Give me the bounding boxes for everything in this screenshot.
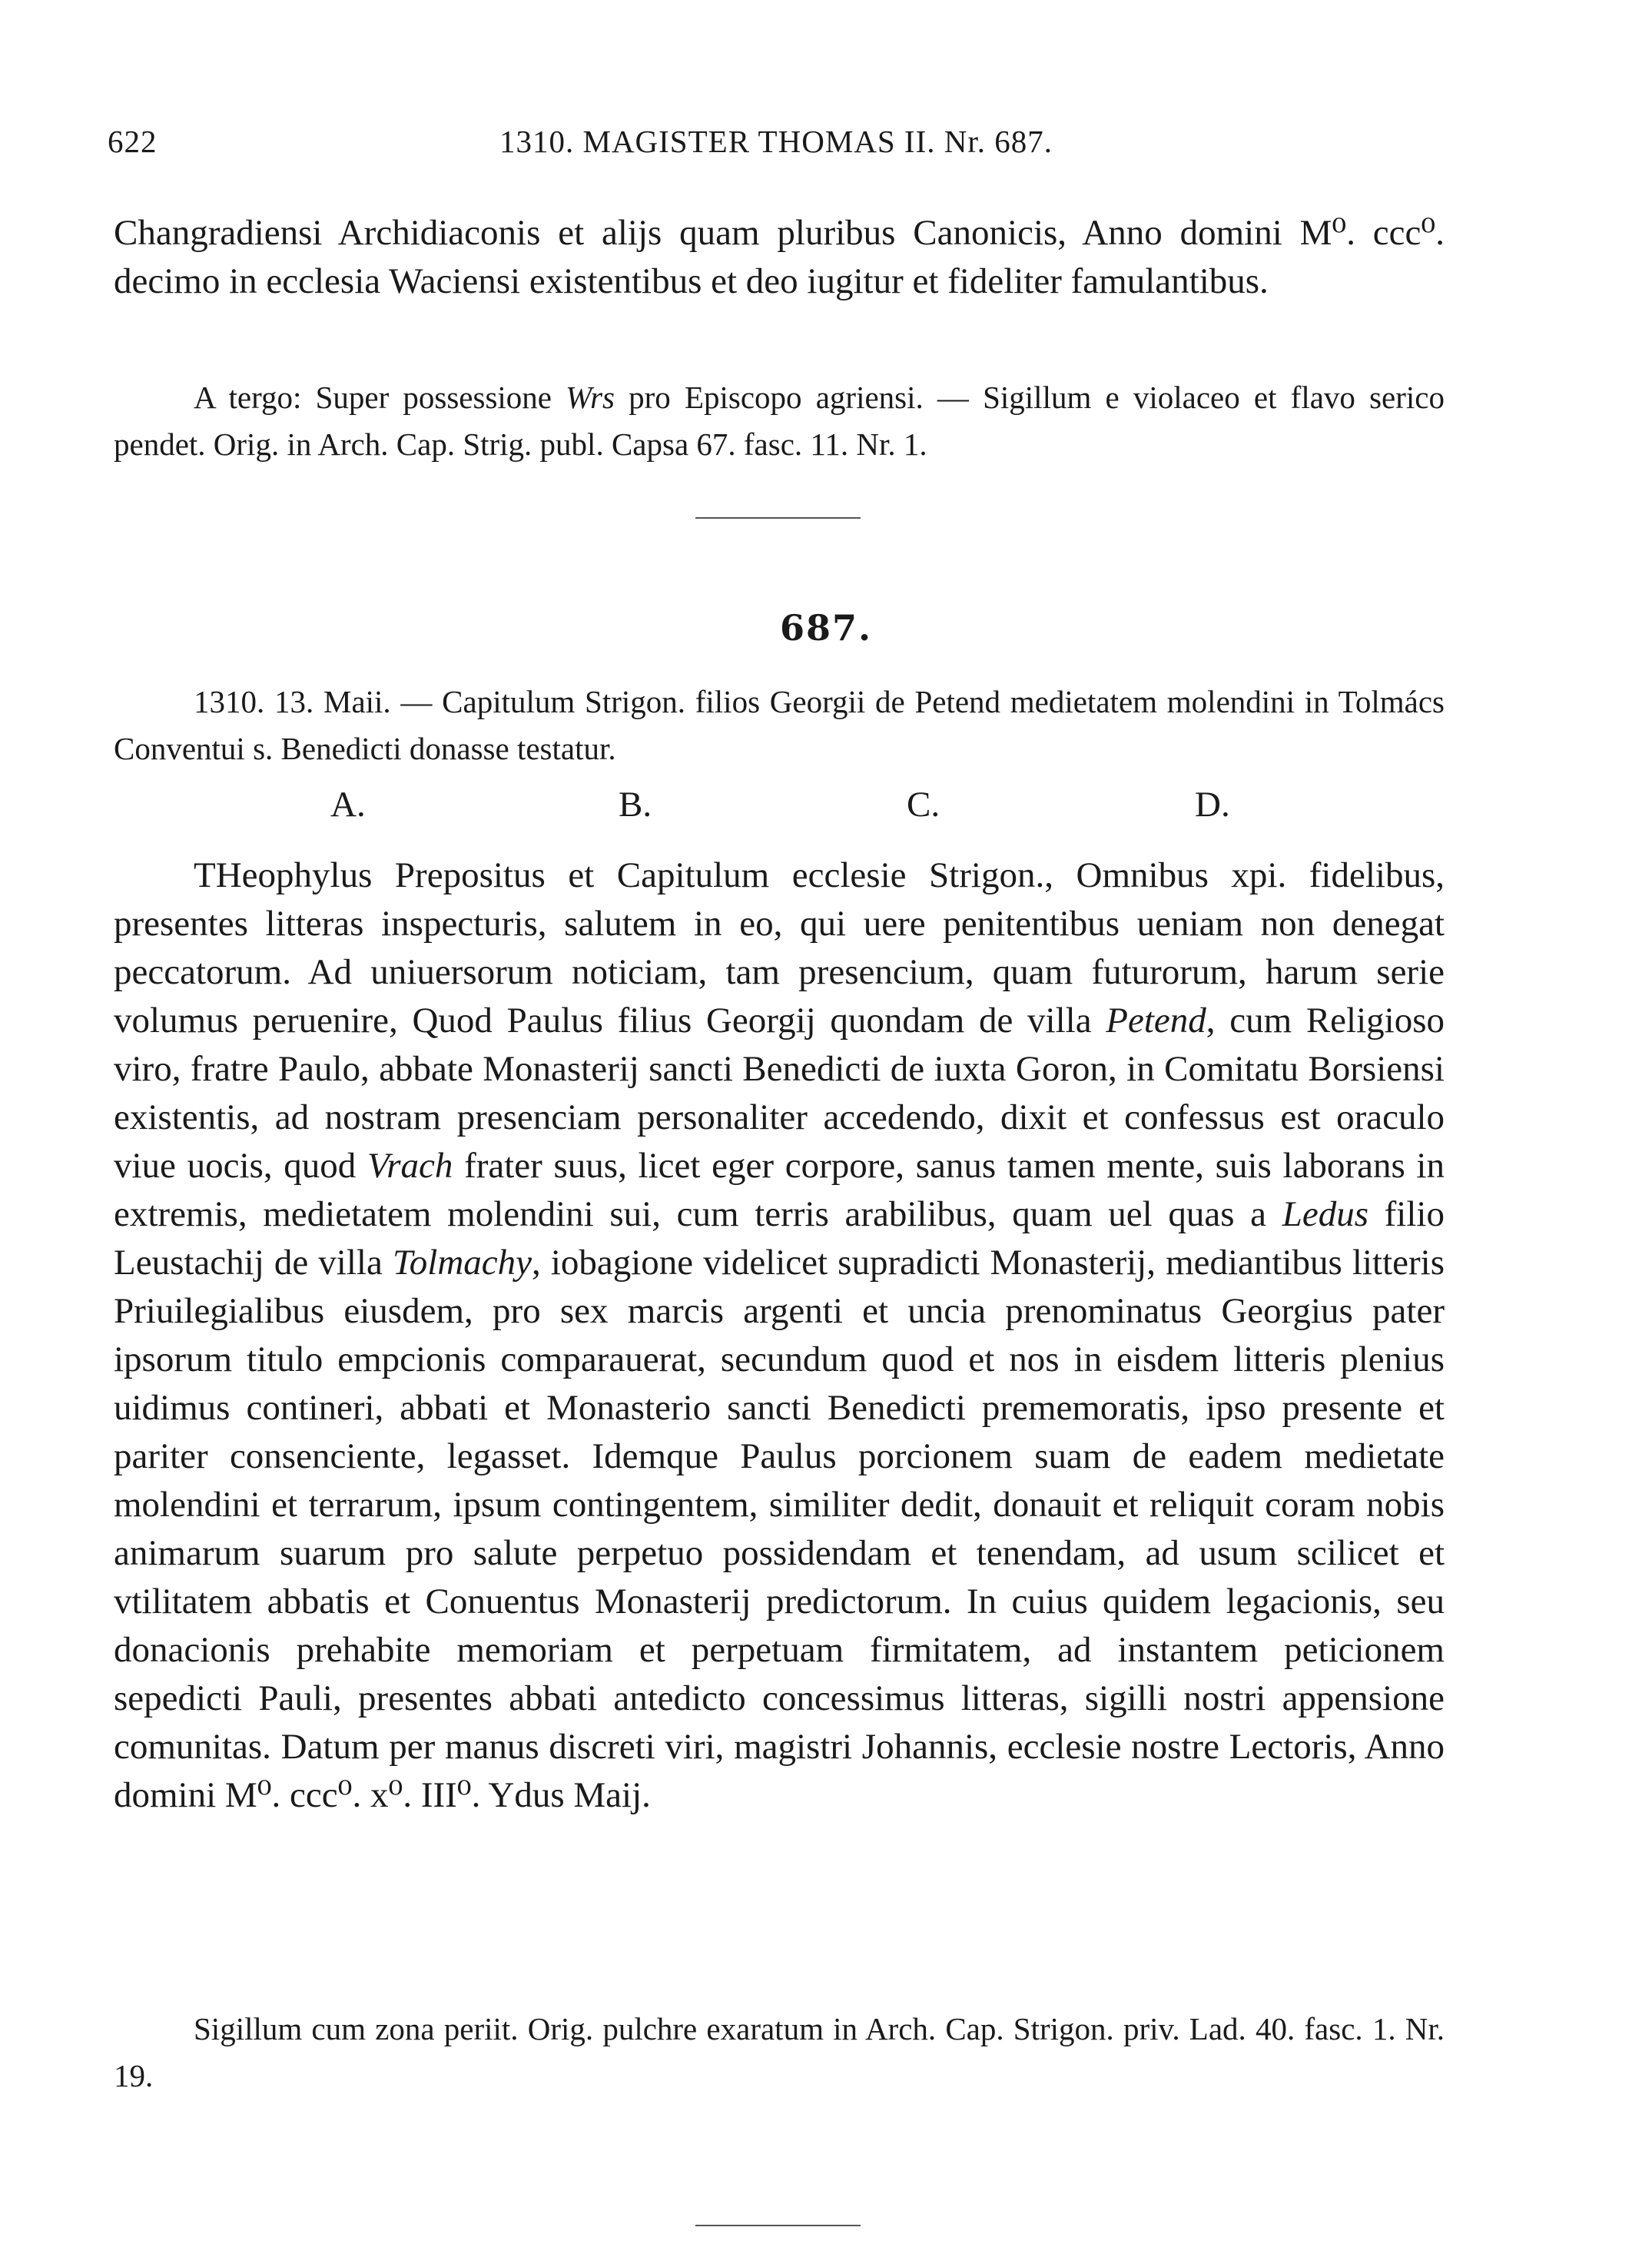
previous-document-note	[114, 374, 1445, 468]
body-part-4: filio Leustachij de villa	[114, 1194, 1445, 1283]
document-body	[114, 851, 1445, 1820]
person-name-ledus: Ledus	[1282, 1194, 1368, 1234]
copy-marker-d: D.	[1195, 785, 1230, 825]
place-name-petend: Petend	[1106, 1001, 1206, 1041]
copy-marker-a: A.	[330, 785, 366, 825]
body-part-3: frater suus, licet eger corpore, sanus tamen mente, suis laborans in extremis, medietatem molendini sui, cum terris arabilibus, quam uel quas a	[114, 1146, 1445, 1234]
body-part-5: , iobagione videlicet supradicti Monasterij, mediantibus litteris Priuilegialibus eiusdem, pro sex marcis argenti et uncia prenominatus Georgius pater ipsorum titulo empcionis comparauerat, secundum quod et nos in eisdem litteris plenius uidimus contineri, abbati et Monasterio sancti Benedicti prememoratis, ipso presente et pariter consenciente, legasset. Idemque Paulus porcionem suam de eadem medietate molendini et terrarum, ipsum contingentem, similiter dedit, donauit et reliquit coram nobis animarum suarum pro salute perpetuo possidendam et tenendam, ad usum scilicet et vtilitatem abbatis et Conuentus Monasterij predictorum. In cuius quidem legacionis, seu donacionis prehabite memoriam et perpetuam firmitatem, ad instantem peticionem sepedicti Pauli, presentes abbati antedicto concessimus litteras, sigilli nostri appensione comunitas. Datum per manus discreti viri, magistri Johannis, ecclesie nostre Lectoris, Anno domini M⁰. ccc⁰. x⁰. III⁰. Ydus Maij.	[114, 1243, 1445, 1815]
end-divider	[695, 2225, 861, 2226]
section-divider	[695, 517, 861, 519]
copy-marker-c: C.	[907, 785, 940, 825]
body-part-2: , cum Religioso viro, fratre Paulo, abbate Monasterij sancti Benedicti de iuxta Goron, in Comitatu Borsiensi existentis, ad nostram presenciam personaliter accedendo, dixit et confessus est oraculo viue uocis, quod	[114, 1001, 1445, 1186]
note-prefix: A tergo: Super possessione	[194, 380, 566, 415]
note-place-name: Wrs	[566, 380, 615, 415]
person-name-vrach: Vrach	[367, 1146, 453, 1186]
document-number: 687.	[779, 607, 873, 649]
note-suffix: pro Episcopo agriensi. — Sigillum e violaceo et flavo serico pendet. Orig. in Arch. Cap. Strig. publ. Capsa 67. fasc. 11. Nr. 1.	[114, 380, 1445, 462]
place-name-tolmachy: Tolmachy	[392, 1243, 532, 1283]
running-header	[108, 123, 1445, 169]
body-part-1: THeophylus Prepositus et Capitulum ecclesie Strigon., Omnibus xpi. fidelibus, presentes litteras inspecturis, salutem in eo, qui uere penitentibus ueniam non denegat peccatorum. Ad uniuersorum noticiam, tam presencium, quam futurorum, harum serie volumus peruenire, Quod Paulus filius Georgij quondam de villa	[114, 855, 1445, 1041]
running-title: 1310. MAGISTER THOMAS II. Nr. 687.	[499, 124, 1053, 159]
previous-document-ending: Changradiensi Archidiaconis et alijs quam pluribus Canonicis, Anno domini M⁰. ccc⁰. decimo in ecclesia Waciensi existentibus et deo iugitur et fideliter famulantibus.	[114, 213, 1445, 301]
page-number: 622	[108, 124, 158, 159]
copy-marker-b: B.	[619, 785, 652, 825]
document-note: Sigillum cum zona periit. Orig. pulchre exaratum in Arch. Cap. Strigon. priv. Lad. 40. fasc. 1. Nr. 19.	[114, 2011, 1445, 2093]
document-regest: 1310. 13. Maii. — Capitulum Strigon. filios Georgii de Petend medietatem molendini in Tolmács Conventui s. Benedicti donasse testatur.	[114, 684, 1445, 766]
